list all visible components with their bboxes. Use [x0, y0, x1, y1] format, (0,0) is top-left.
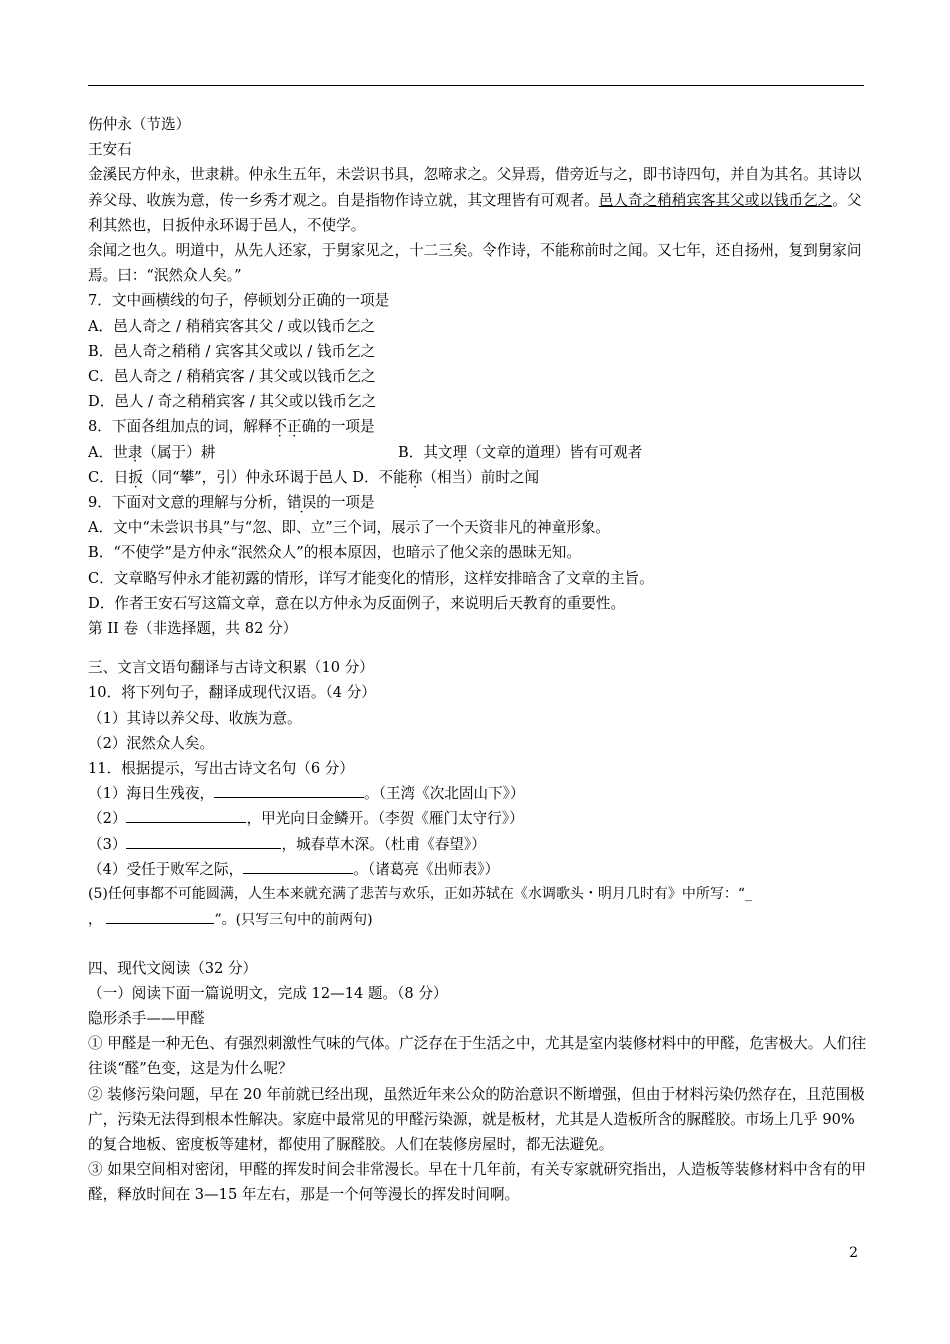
question-9-option-d: D．作者王安石写这篇文章，意在以方仲永为反面例子，来说明后天教育的重要性。 — [88, 594, 626, 612]
q11-5-prompt: (5)任何事都不可能圆满，人生本来就充满了悲苦与欢乐，正如苏轼在《水调歌头・明月几时有》中所写：“_ — [88, 886, 752, 903]
q8-a-post: （属于）耕 — [142, 443, 216, 461]
q8-option-a — [88, 440, 398, 465]
q11-1-prompt: （1）海日生残夜， — [88, 785, 215, 803]
q8-d-post: （相当）前时之闻 — [422, 468, 540, 486]
question-9-stem — [88, 490, 868, 515]
q11-5-comma: ， — [88, 912, 102, 929]
question-9-option-c: C．文章略写仲永才能初露的情形，详写才能变化的情形，这样安排暗含了文章的主旨。 — [88, 569, 654, 587]
q11-5-blank[interactable] — [106, 907, 214, 924]
document-body — [88, 112, 868, 1208]
q11-2-source: ，甲光向日金鳞开。（李贺《雁门太守行》） — [246, 810, 524, 828]
section-3-title: 三、文言文语句翻译与古诗文积累（10 分） — [88, 659, 374, 677]
q8-c-post: （同“攀”，引）仲永环谒于邑人 — [142, 468, 348, 486]
spacer — [88, 641, 868, 655]
question-7-option-d: D．邑人 / 奇之稍稍宾客 / 其父或以钱币乞之 — [88, 393, 377, 411]
spacer — [88, 934, 868, 956]
passage-title: 伤仲永（节选） — [88, 116, 191, 133]
article-para-2: ② 装修污染问题，早在 20 年前就已经出现，虽然近年来公众的防治意识不断增强，但由于材料污染仍然存在，且范围极广，污染无法得到根本性解决。家庭中最常见的甲醛污染源，就是板材，尤其是人造板所含的脲醛胶。市场上几乎 90%的复合地板、密度板等建材，都使用了脲醛胶。人们在装修房屋时，都无法避免。 — [88, 1085, 865, 1153]
underlined-sentence: 邑人奇之稍稍宾客其父或以钱币乞之 — [598, 191, 833, 209]
q8-neg-char-2: 正 — [287, 418, 302, 436]
q8-stem-end: 确的一项是 — [301, 418, 375, 436]
question-9-option-b: B．“不使学”是方仲永“泯然众人”的根本原因，也暗示了他父亲的愚昧无知。 — [88, 544, 581, 562]
q8-neg-char-1: 不 — [272, 418, 288, 436]
question-11-item-3 — [88, 832, 868, 857]
q8-b-dotted: 理 — [452, 443, 468, 461]
q9-stem-text: 9．下面对文意的理解与分析， — [88, 494, 288, 512]
passage-para-1 — [88, 162, 868, 238]
q8-b-post: （文章的道理）皆有可观者 — [467, 443, 643, 461]
question-10-item-1: （1）其诗以养父母、收族为意。 — [88, 709, 302, 727]
question-7-stem: 7．文中画横线的句子，停顿划分正确的一项是 — [88, 292, 390, 310]
question-8-options-cd — [88, 465, 868, 490]
q8-b-pre: B．其文 — [398, 443, 453, 461]
q11-3-blank[interactable] — [126, 832, 281, 849]
section-4-sub-1: （一）阅读下面一篇说明文，完成 12—14 题。（8 分） — [88, 984, 448, 1002]
section-4-title: 四、现代文阅读（32 分） — [88, 959, 258, 977]
question-8-stem — [88, 414, 868, 439]
q11-1-source: 。（王湾《次北固山下》） — [364, 785, 525, 803]
q11-5-note: ”。(只写三句中的前两句) — [214, 912, 373, 929]
q8-a-dotted: 隶 — [127, 443, 143, 461]
question-7-option-a: A．邑人奇之 / 稍稍宾客其父 / 或以钱币乞之 — [88, 317, 376, 335]
q11-3-source: ，城春草木深。（杜甫《春望》） — [281, 835, 486, 853]
passage-para-2: 余闻之也久。明道中，从先人还家，于舅家见之，十二三矣。令作诗，不能称前时之闻。又七年，还自扬州，复到舅家问焉。曰：“泯然众人矣。” — [88, 242, 862, 285]
passage-para-1-text: 金溪民方仲永，世隶耕。仲永生五年，未尝识书具，忽啼求之。父异焉，借旁近与之，即书诗四句，并自为其名。其诗以养父母、收族为意，传一乡秀才观之。自是指物作诗立就，其文理皆有可观者。 — [88, 166, 862, 209]
q8-option-d — [352, 469, 539, 486]
q8-option-c — [88, 469, 348, 486]
question-10-stem: 10．将下列句子，翻译成现代汉语。（4 分） — [88, 684, 376, 702]
q8-stem-text: 8．下面各组加点的词，解释 — [88, 418, 273, 436]
q8-c-dotted: 扳 — [128, 468, 143, 486]
question-7-option-b: B．邑人奇之稍稍 / 宾客其父或以 / 钱币乞之 — [88, 342, 376, 360]
question-10-item-2: （2）泯然众人矣。 — [88, 734, 215, 752]
page-number: 2 — [849, 1245, 858, 1261]
header-rule — [88, 85, 864, 86]
q8-d-dotted: 称 — [407, 468, 423, 486]
question-11-item-2 — [88, 806, 868, 831]
q11-1-blank[interactable] — [214, 781, 364, 798]
question-11-item-1 — [88, 781, 868, 806]
passage-author: 王安石 — [88, 141, 132, 159]
q8-c-pre: C．日 — [88, 468, 129, 486]
article-para-1: ① 甲醛是一种无色、有强烈刺激性气味的气体。广泛存在于生活之中，尤其是室内装修材料中的甲醛，危害极大。人们往往谈“醛”色变，这是为什么呢？ — [88, 1035, 867, 1078]
q11-3-prompt: （3） — [88, 835, 127, 853]
question-11-stem: 11．根据提示，写出古诗文名句（6 分） — [88, 760, 354, 778]
article-para-3: ③ 如果空间相对密闭，甲醛的挥发时间会非常漫长。早在十几年前，有关专家就研究指出，人造板等装修材料中含有的甲醛，释放时间在 3—15 年左右，那是一个何等漫长的挥发时间啊。 — [88, 1161, 867, 1204]
q9-dotted-word: 错误 — [287, 494, 317, 512]
question-11-item-4 — [88, 857, 868, 882]
question-11-item-5 — [88, 882, 868, 907]
passage-para-1-end: 。父利其然也，日扳仲永环谒于邑人，不使学。 — [88, 191, 862, 234]
q11-4-blank[interactable] — [243, 857, 353, 874]
q11-4-source: 。（诸葛亮《出师表》） — [353, 860, 500, 878]
part-2-heading: 第 II 卷（非选择题，共 82 分） — [88, 620, 298, 638]
question-7-option-c: C．邑人奇之 / 稍稍宾客 / 其父或以钱币乞之 — [88, 368, 376, 386]
q9-stem-end: 的一项是 — [316, 494, 375, 512]
q11-4-prompt: （4）受任于败军之际， — [88, 860, 244, 878]
question-9-option-a: A．文中“未尝识书具”与“忽、即、立”三个词，展示了一个天资非凡的神童形象。 — [88, 519, 610, 537]
question-11-item-5-cont — [88, 907, 868, 933]
q8-option-b — [398, 444, 642, 461]
question-8-options-ab — [88, 440, 868, 465]
q8-d-pre: D．不能 — [352, 468, 408, 486]
q11-2-prompt: （2） — [88, 810, 127, 828]
article-title: 隐形杀手——甲醛 — [88, 1009, 205, 1027]
q8-a-pre: A．世 — [88, 443, 128, 461]
q11-2-blank[interactable] — [126, 806, 246, 823]
